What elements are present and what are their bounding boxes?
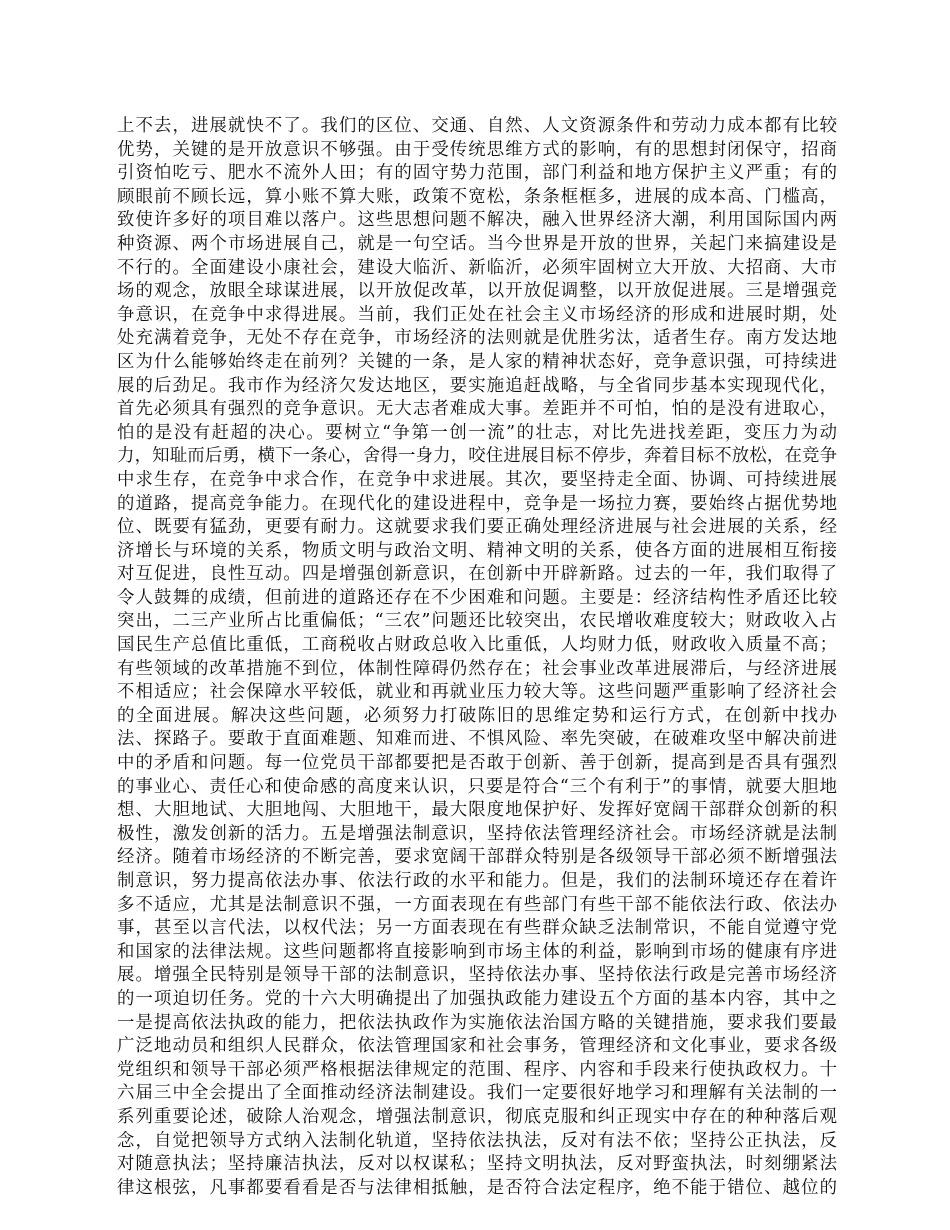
text-line: 不相适应；社会保障水平较低，就业和再就业压力较大等。这些问题严重影响了经济社会: [117, 682, 837, 703]
text-line: 致使许多好的项目难以落户。这些思想问题不解决，融入世界经济大潮，利用国际国内两: [117, 210, 837, 231]
text-line: 六届三中全会提出了全面推动经济法制建设。我们一定要很好地学习和理解有关法制的一: [117, 1083, 837, 1104]
text-line: 多不适应，尤其是法制意识不强，一方面表现在有些部门有些干部不能依法行政、依法办: [117, 894, 837, 915]
text-line: 极性，激发创新的活力。五是增强法制意识，坚持依法管理经济社会。市场经济就是法制: [117, 823, 837, 844]
text-line: 经济。随着市场经济的不断完善，要求宽阔干部群众特别是各级领导干部必须不断增强法: [117, 847, 837, 868]
text-line: 种资源、两个市场进展自己，就是一句空话。当今世界是开放的世界，关起门来搞建设是: [117, 233, 837, 254]
text-line: 系列重要论述，破除人治观念，增强法制意识，彻底克服和纠正现实中存在的种种落后观: [117, 1106, 837, 1127]
text-line: 处充满着竞争，无处不存在竞争，市场经济的法则就是优胜劣汰，适者生存。南方发达地: [117, 328, 837, 349]
text-line: 党组织和领导干部必须严格根据法律规定的范围、程序、内容和手段来行使执政权力。十: [117, 1059, 837, 1080]
text-line: 对互促进，良性互动。四是增强创新意识，在创新中开辟新路。过去的一年，我们取得了: [117, 564, 837, 585]
text-line: 令人鼓舞的成绩，但前进的道路还存在不少困难和问题。主要是：经济结构性矛盾还比较: [117, 587, 837, 608]
text-line: 力，知耻而后勇，横下一条心，舍得一身力，咬住进展目标不停步，奔着目标不放松，在竞争: [117, 446, 837, 467]
text-line: 律这根弦，凡事都要看看是否与法律相抵触，是否符合法定程序，绝不能于错位、越位的: [117, 1177, 837, 1198]
text-line: 顾眼前不顾长远，算小账不算大账，政策不宽松，条条框框多，进展的成本高、门槛高，: [117, 186, 837, 207]
text-line: 国民生产总值比重低，工商税收占财政总收入比重低，人均财力低，财政收入质量不高；: [117, 635, 837, 656]
text-line: 的全面进展。解决这些问题，必须努力打破陈旧的思维定势和运行方式，在创新中找办: [117, 705, 837, 726]
text-line: 一是提高依法执政的能力，把依法执政作为实施依法治国方略的关键措施，要求我们要最: [117, 1012, 837, 1033]
text-line: 事，甚至以言代法，以权代法；另一方面表现在有些群众缺乏法制常识，不能自觉遵守党: [117, 918, 837, 939]
text-line: 制意识，努力提高依法办事、依法行政的水平和能力。但是，我们的法制环境还存在着许: [117, 871, 837, 891]
text-line: 有些领域的改革措施不到位，体制性障碍仍然存在；社会事业改革进展滞后，与经济进展: [117, 658, 837, 679]
text-line: 区为什么能够始终走在前列？关键的一条，是人家的精神状态好，竞争意识强，可持续进: [117, 351, 837, 372]
body-text: [117, 115, 837, 1200]
text-line: 的事业心、责任心和使命感的高度来认识，只要是符合“三个有利于”的事情，就要大胆地: [117, 776, 837, 797]
text-line: 中的矛盾和问题。每一位党员干部都要把是否敢于创新、善于创新，提高到是否具有强烈: [117, 753, 837, 774]
text-line: 不行的。全面建设小康社会，建设大临沂、新临沂，必须牢固树立大开放、大招商、大市: [117, 257, 837, 278]
text-line: 争意识，在竞争中求得进展。当前，我们正处在社会主义市场经济的形成和进展时期，处: [117, 304, 837, 325]
text-line: 对随意执法；坚持廉洁执法，反对以权谋私；坚持文明执法，反对野蛮执法，时刻绷紧法: [117, 1154, 837, 1175]
text-line: 法、探路子。要敢于直面难题、知难而进、不惧风险、率先突破，在破难攻坚中解决前进: [117, 729, 837, 750]
text-line: 念，自觉把领导方式纳入法制化轨道，坚持依法执法，反对有法不依；坚持公正执法，反: [117, 1130, 837, 1151]
text-line: 首先必须具有强烈的竞争意识。无大志者难成大事。差距并不可怕，怕的是没有进取心，: [117, 399, 837, 420]
text-line: 济增长与环境的关系，物质文明与政治文明、精神文明的关系，使各方面的进展相互衔接: [117, 540, 837, 561]
text-line: 优势，关键的是开放意识不够强。由于受传统思维方式的影响，有的思想封闭保守，招商: [117, 139, 837, 160]
text-line: 的道路，提高竞争能力。在现代化的建设进程中，竞争是一场拉力赛，要始终占据优势地: [117, 493, 837, 514]
text-line: 位、既要有猛劲，更要有耐力。这就要求我们要正确处理经济进展与社会进展的关系，经: [117, 517, 837, 538]
text-line: 引资怕吃亏、肥水不流外人田；有的固守势力范围，部门利益和地方保护主义严重；有的: [117, 163, 837, 184]
text-line: 展。增强全民特别是领导干部的法制意识，坚持依法办事、坚持依法行政是完善市场经济: [117, 965, 837, 986]
text-line: 突出，二三产业所占比重偏低；“三农”问题还比较突出，农民增收难度较大；财政收入占: [117, 611, 837, 632]
text-line: 的一项迫切任务。党的十六大明确提出了加强执政能力建设五个方面的基本内容，其中之: [117, 988, 837, 1009]
text-line: 想、大胆地试、大胆地闯、大胆地干，最大限度地保护好、发挥好宽阔干部群众创新的积: [117, 800, 837, 821]
text-line: 怕的是没有赶超的决心。要树立“争第一创一流”的壮志，对比先进找差距，变压力为动: [117, 422, 837, 443]
text-line: 场的观念，放眼全球谋进展，以开放促改革，以开放促调整，以开放促进展。三是增强竞: [117, 281, 837, 302]
text-line: 中求生存，在竞争中求合作，在竞争中求进展。其次，要坚持走全面、协调、可持续进展: [117, 469, 837, 490]
text-line: 和国家的法律法规。这些问题都将直接影响到市场主体的利益，影响到市场的健康有序进: [117, 941, 837, 962]
text-line: 展的后劲足。我市作为经济欠发达地区，要实施追赶战略，与全省同步基本实现现代化，: [117, 375, 837, 396]
text-line: 广泛地动员和组织人民群众，依法管理国家和社会事务，管理经济和文化事业，要求各级: [117, 1036, 837, 1057]
text-line: 上不去，进展就快不了。我们的区位、交通、自然、人文资源条件和劳动力成本都有比较: [117, 116, 837, 136]
